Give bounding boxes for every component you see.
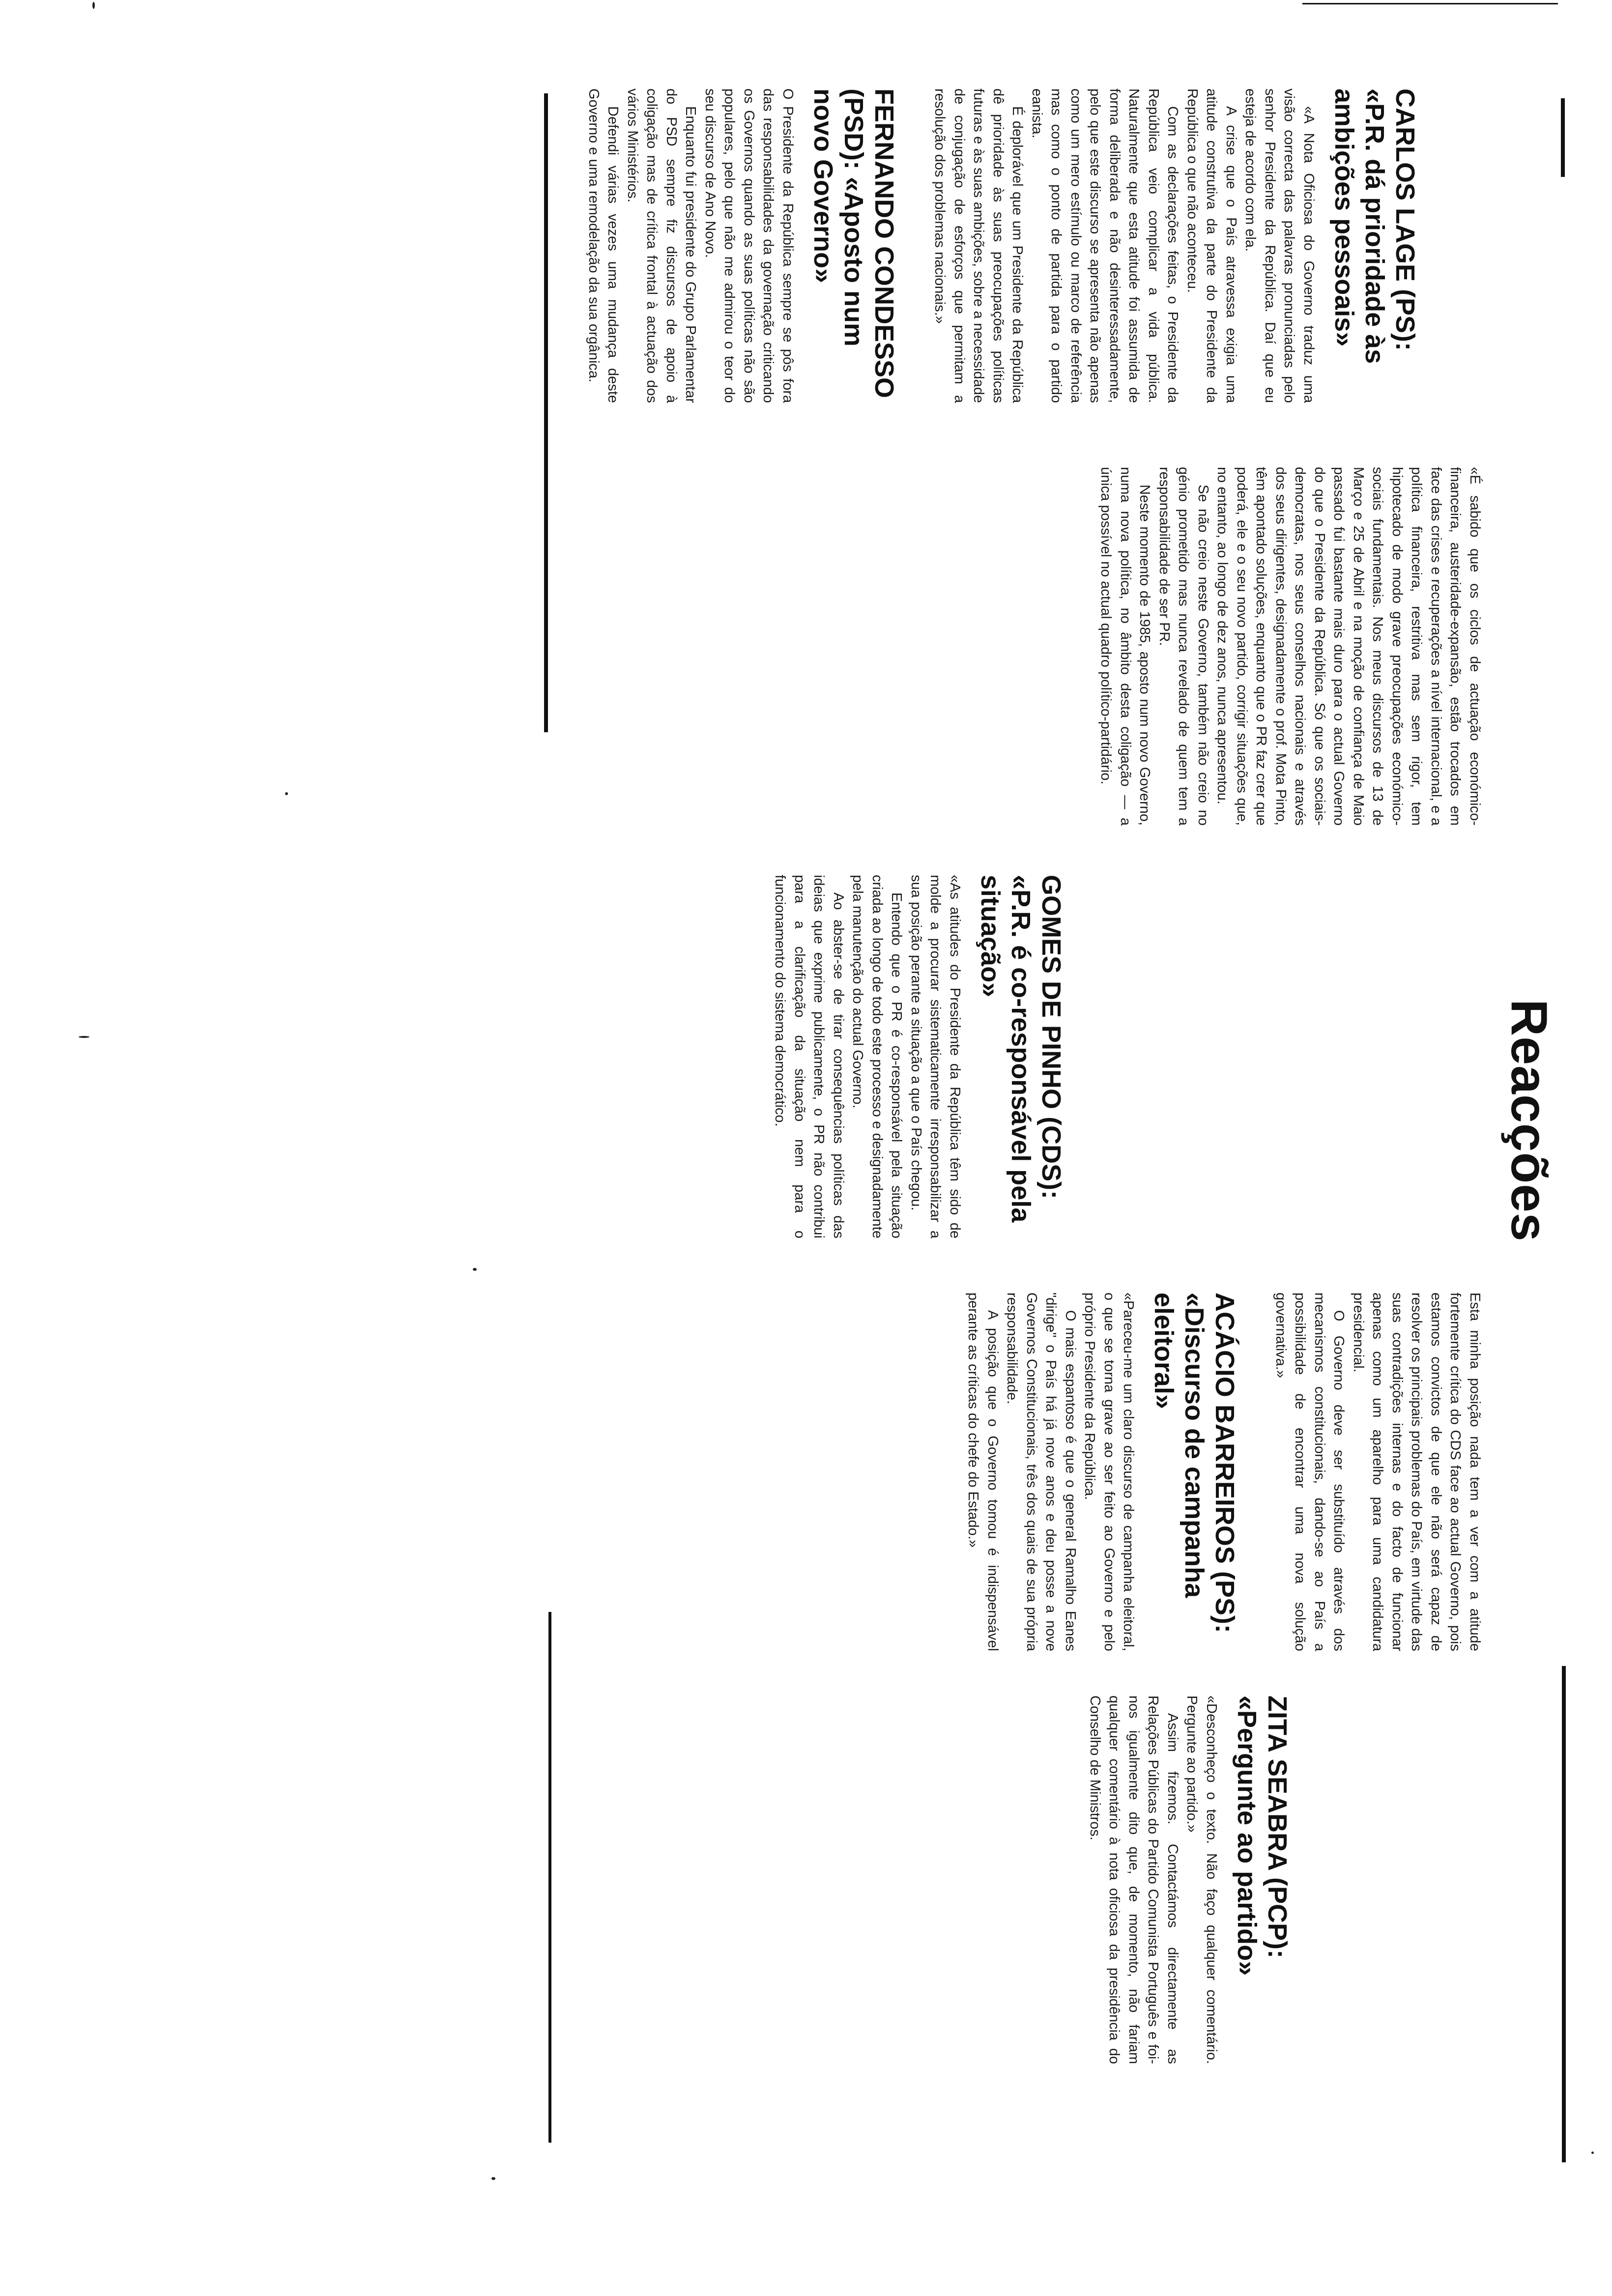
column-2 <box>1096 467 1484 826</box>
paragraph: Se não creio neste Governo, também não creio no génio prometido mas nunca revelado de quem tem a responsabilidade de ser PR. <box>1156 467 1211 826</box>
top-rule <box>1562 1666 1566 2162</box>
paragraph: A posição que o Governo tomou é indispensável perante as críticas do chefe do Estado.» <box>965 1292 1001 1651</box>
scan-speck <box>285 792 288 795</box>
scan-edge-line-top <box>1302 3 1558 4</box>
heading-gomes-de-pinho: GOMES DE PINHO (CDS): «P.R. é co-responsável pela situação» <box>976 875 1066 1223</box>
paragraph: O Governo deve ser substituído através dos mecanismos constitucionais, dando-se ao País a possibilidade de encontrar uma nova solução governativa.» <box>1273 1292 1347 1651</box>
bottom-rule <box>544 93 548 732</box>
paragraph: Esta minha posição nada tem a ver com a atitude fortemente crítica do CDS face ao actual Governo, pois estamos convictos de que ele não será capaz de resolver os principais problemas do País, em virtude das suas contradições internas e do facto de funcionar apenas como um aparelho para uma candidatura presidencial. <box>1351 1292 1483 1651</box>
heading-fernando-condesso: FERNANDO CONDESSO (PSD): «Aposto num novo Governo» <box>808 88 899 399</box>
scan-speck <box>79 1036 89 1038</box>
bottom-rule-right <box>548 1612 551 2143</box>
paragraph: «Desconheço o texto. Não faço qualquer comentário. Pergunte ao partido.» <box>1184 1695 1219 2064</box>
column-4 <box>963 1292 1484 1651</box>
paragraph: Defendi várias vezes uma mudança deste Governo e uma remodelação da sua orgânica. <box>586 88 621 403</box>
page-title: Reacções <box>1500 999 1557 1242</box>
scan-speck <box>92 2 95 9</box>
paragraph: Com as declarações feitas, o Presidente da República veio complicar a vida pública. Naturalmente que esta atitude foi assumida de forma deliberada e não desinteressadamente, pelo que este discurso se apresenta não apenas como um mero estímulo ou marco de referência mas como o ponto de partida para o partido eanista. <box>1029 88 1181 403</box>
spacer <box>1240 1292 1271 1651</box>
scan-speck <box>1591 2152 1594 2154</box>
column-1 <box>584 88 1421 403</box>
paragraph: Neste momento de 1985, aposto num novo Governo, numa nova política, no âmbito desta coligação — a única possível no actual quadro político-partidário. <box>1098 467 1153 826</box>
spacer <box>899 88 930 403</box>
column-3 <box>770 875 1066 1238</box>
paragraph: «É sabido que os ciclos de actuação económico-financeira, austeridade-expansão, estão trocados em face das crises e recuperações a nível internacional, e a política financeira, restritiva mas sem rigor, tem hipotecado de modo grave preocupações económico-sociais fundamentais. Nos meus discursos de 13 de Março e 25 de Abril e na moção de confiança de Maio passado fui bastante mais duro para o actual Governo do que o Presidente da República. Só que os sociais-democratas, nos seus conselhos nacionais e através dos seus dirigentes, designadamente o prof. Mota Pinto, têm apontado soluções, enquanto que o PR faz crer que poderá, ele e o seu novo partido, corrigir situações que, no entanto, ao longo de dez anos, nunca apresentou. <box>1214 467 1483 826</box>
paragraph: Ao abster-se de tirar consequências políticas das ideias que exprime publicamente, o PR não contribui para a clarificação da situação nem para o funcionamento do sistema democrático. <box>772 875 846 1238</box>
column-5 <box>1085 1695 1293 2064</box>
paragraph: Assim fizemos. Contactámos directamente as Relações Públicas do Partido Comunista Português e foi-nos igualmente dito que, de momento, não fariam qualquer comentário à nota oficiosa da presidência do Conselho de Ministros. <box>1087 1695 1180 2064</box>
scan-speck <box>491 2177 495 2180</box>
paragraph: «As atitudes do Presidente da República têm sido de molde a procurar sistematicamente irresponsabilizar a sua posição perante a situação a que o País chegou. <box>908 875 963 1238</box>
paragraph: Enquanto fui presidente do Grupo Parlamentar do PSD sempre fiz discursos de apoio à coligação mas de crítica frontal à actuação dos vários Ministérios. <box>625 88 699 403</box>
paragraph: Entendo que o PR é co-responsável pela situação criada ao longo de todo este processo e designadamente pela manutenção do actual Governo. <box>850 875 905 1238</box>
top-rule-left <box>1561 98 1565 177</box>
heading-zita-seabra: ZITA SEABRA (PCP): «Pergunte ao partido» <box>1232 1695 1292 1976</box>
paragraph: «A Nota Oficiosa do Governo traduz uma visão correcta das palavras pronunciadas pelo senhor Presidente da República. Daí que eu esteja de acordo com ela. <box>1242 88 1317 403</box>
paragraph: É deplorável que um Presidente da República dê prioridade às suas preocupações políticas futuras e às suas ambições, sobre a necessidade de conjugação de esforços que permitam a resolução dos problemas nacionais.» <box>932 88 1026 403</box>
paragraph: «Pareceu-me um claro discurso de campanha eleitoral, o que se torna grave ao ser feito ao Governo e pelo próprio Presidente da República. <box>1082 1292 1137 1651</box>
paragraph: A crise que o País atravessa exigia uma atitude construtiva da parte do Presidente da República o que não aconteceu. <box>1184 88 1239 403</box>
heading-carlos-lage: CARLOS LAGE (PS): «P.R. dá prioridade às ambições pessoais» <box>1329 88 1420 364</box>
paragraph: O Presidente da República sempre se pôs fora das responsabilidades da governação criticando os Governos quando as suas políticas não são populares, pelo que não me admirou o teor do seu discurso de Ano Novo. <box>702 88 796 403</box>
heading-acacio-barreiros: ACÁCIO BARREIROS (PS): «Discurso de campanha eleitoral» <box>1149 1292 1240 1634</box>
paragraph: O mais espantoso é que o general Ramalho Eanes "dirige" o País há já nove anos e deu posse a nove Governos Constitucionais, três dos quais de sua própria responsabilidade. <box>1004 1292 1078 1651</box>
scan-speck <box>473 1268 477 1271</box>
article-sheet <box>550 88 1568 2172</box>
